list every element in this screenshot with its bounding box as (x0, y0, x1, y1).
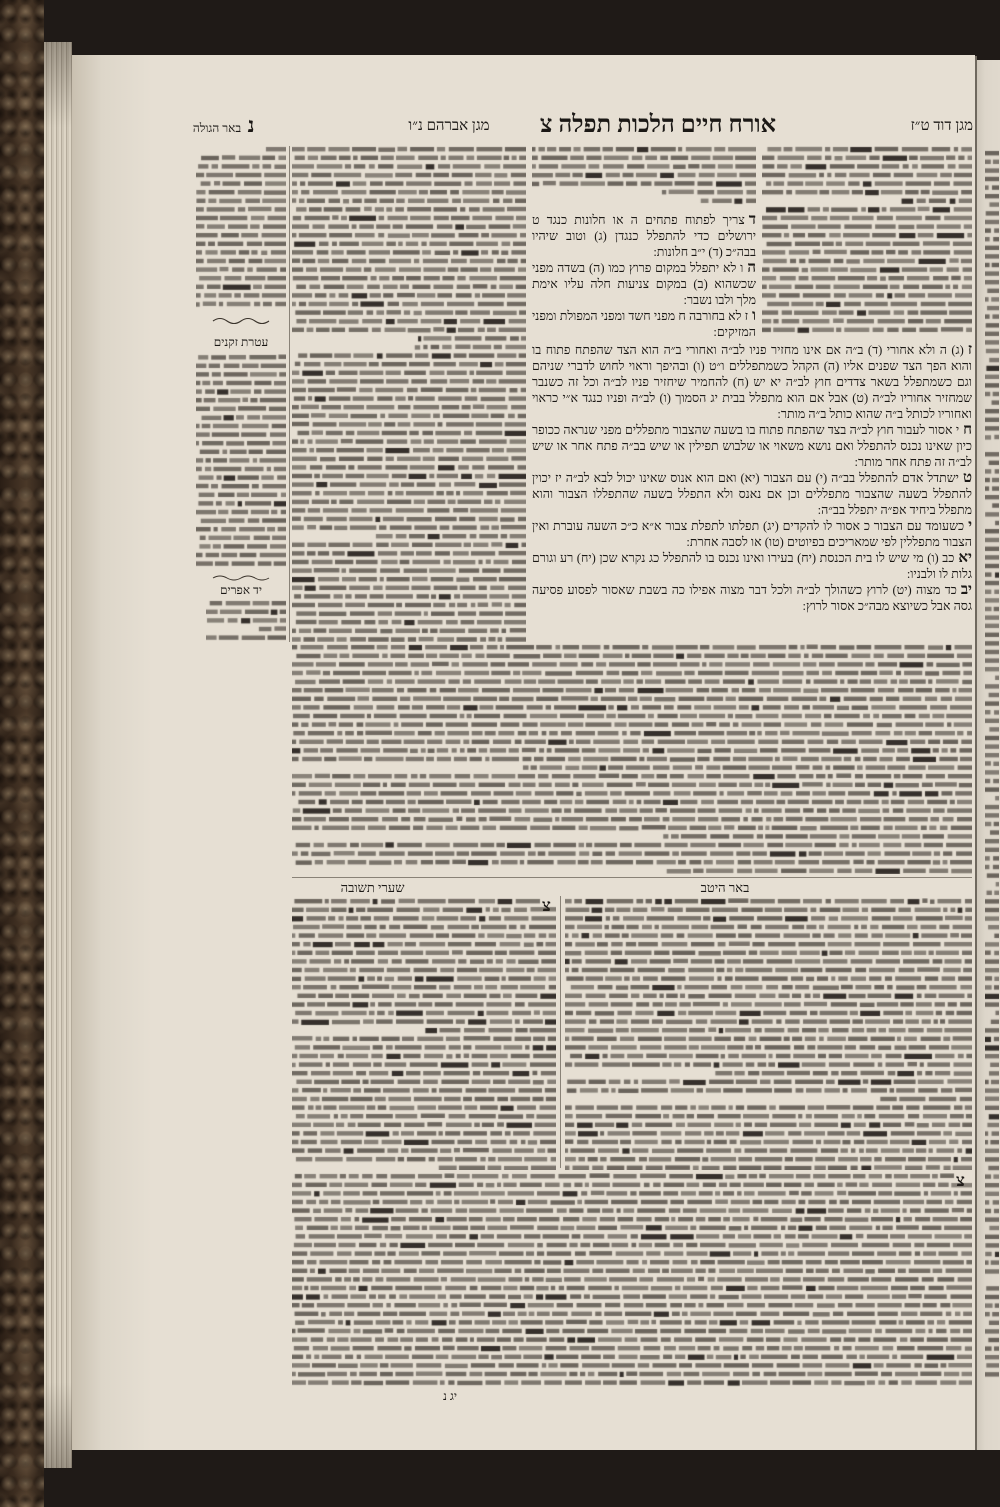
header-beer-hagolah-title: באר הגולה (192, 121, 242, 135)
seif-paragraph (532, 550, 972, 582)
seif-number: ה (747, 260, 756, 276)
seif-paragraph (532, 212, 756, 260)
seif-number: ח (963, 422, 972, 438)
seif-text: י אסור לעבור חוץ לב״ה בצד שהפתח פתוח בו בשעה שהצבור מתפללים מפני שנראה ככופר כיון שאינו נכנס להתפלל ואם נושא משאוי או שלבוש תפילין או שיש בב״ה פתח אחר או שיש לב״ה זה פתח אחר מותר: (532, 423, 972, 469)
seif-paragraph (532, 342, 972, 422)
column-rule (560, 896, 561, 1168)
seif-number: ו (752, 308, 756, 324)
header-magen-avraham-title: מגן אברהם נ״ו (408, 118, 490, 134)
page-edges (44, 42, 72, 1468)
seif-paragraph (532, 470, 972, 518)
seif-text: (ג) ה ולא אחורי (ד) ב״ה אם אינו מחזיר פניו לב״ה ואחורי ב״ה הוא הצד שהפתח פתוח בו והוא הפך הצד שפנים אליו (ה) הקהל כשמתפללים ו״ט (ו) ובהיפך וראוי לחוש לדברי שניהם וגם כשמתפלל בשאר צדדים חוץ לב״ה יא יש (ח) להחמיר שיחזיר פניו לב״ה וכל זה כשנבר שמחזיר אחוריו לב״ה (ט) אבל אם הוא מתפלל בבית יג הסמוך (ו) לב״ה ופניו כנגד א״י כראוי ואחוריו לכותל ב״ה שהוא כותל ב״ה מותר: (532, 343, 972, 421)
header-taz-title: מגן דוד ט״ז (910, 118, 973, 134)
printer-signature-mark: יג נ (442, 1389, 457, 1403)
magen-avraham-fine-print (292, 146, 526, 642)
seif-number: יב (960, 582, 972, 598)
seif-text: ו לא יתפלל במקום פרוץ כמו (ה) בשדה מפני שכשהוא (ב) במקום צניעות חלה עליו אימת מלך ולבו נשבר: (532, 261, 756, 307)
taz-fine-print (762, 146, 972, 338)
seif-number: ט (962, 470, 972, 486)
beer-heitev-heading: באר היטב (700, 880, 750, 895)
main-text-wide-block (532, 342, 972, 614)
magen-avraham-continuation-fine-print (532, 146, 756, 206)
yad-ephraim-heading: יד אפרים (220, 583, 262, 597)
column-ornament-divider (211, 574, 271, 582)
ateret-zekenim-heading: עטרת זקנים (213, 335, 269, 349)
seif-paragraph (532, 422, 972, 470)
seif-paragraph (532, 308, 756, 340)
column-ornament-divider (211, 316, 271, 326)
seif-text: צריך לפתוח פתחים ה או חלונות כנגד ט ירושלים כדי להתפלל כנגדן (ג) וטוב שיהיו בבה״כ (ד) י״ב חלונות: (532, 213, 756, 259)
taz-magen-avraham-lower-fine-print (292, 644, 972, 874)
seif-number: י (968, 518, 972, 534)
seif-text: כשעומד עם הצבור כ אסור לו להקדים (יג) תפלתו לתפלת צבור א״א כ״כ השעה עוברת ואין הצבור מתפללין לפי שמאריכים בפיוטים (טו) או לסבה אחרת: (532, 519, 972, 549)
section-rule (292, 877, 972, 878)
seif-paragraph (532, 582, 972, 614)
seif-text: כד מצוה (יט) לרוץ כשהולך לב״ה ולכל דבר מצוה אפילו כה בשבת שאסור לפסוע פסיעה גסה אבל כשיוצא מבה״כ אסור לרוץ: (532, 583, 972, 613)
seif-number: יא (958, 550, 972, 566)
main-text-narrow-block (532, 212, 756, 340)
shaarei-teshuvah-fine-print (292, 898, 556, 1170)
seif-paragraph (532, 518, 972, 550)
book-binding (0, 0, 44, 1507)
seif-paragraph (532, 260, 756, 308)
seif-number: ד (748, 212, 756, 228)
page-boundary-line (975, 56, 977, 1450)
seif-text: ז לא בחורבה ח מפני חשד ומפני המפולת ומפני המזיקים: (532, 309, 756, 339)
seif-text: ישתדל אדם להתפלל בב״ה (י) עם הצבור (יא) ואם הוא אנוס שאינו יכול לבא לב״ה יז יכוין להתפלל בשעה שהצבור מתפללים וכן אם נאנס ולא התפלל בשעה שהתפללו הצבור והוא מתפלל ביחיד אפ״ה יתפלל בב״ה: (532, 471, 972, 517)
column-rule (289, 146, 290, 642)
beer-hagolah-fine-print (196, 146, 286, 312)
shaarei-teshuvah-heading: שערי תשובה (340, 880, 405, 895)
next-page-fine-print (985, 150, 999, 1380)
bottom-commentary-fine-print (292, 1173, 972, 1387)
header-page-letter: נ (247, 113, 255, 137)
beer-heitev-fine-print (565, 898, 972, 1170)
seif-number: ז (967, 342, 972, 358)
seif-text: כב (ו) מי שיש לו בית הכנסת (יח) בעירו ואינו נכנס בו להתפלל כג נקרא שכן (יח) רע וגורם גלות לו ולבניו: (532, 551, 972, 581)
header-running-title: אורח חיים הלכות תפלה צ (539, 112, 777, 138)
ateret-zekenim-fine-print (196, 354, 286, 572)
yad-ephraim-fine-print (206, 600, 286, 642)
